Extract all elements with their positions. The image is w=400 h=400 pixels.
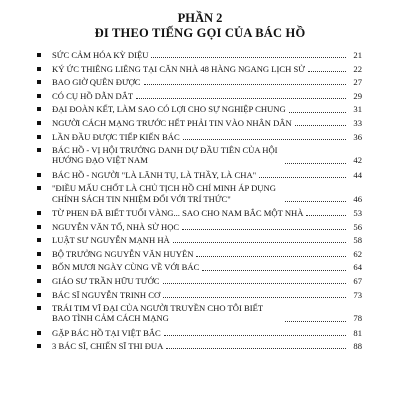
toc-page-number: 81 — [353, 327, 362, 338]
dot-leader — [306, 215, 346, 216]
toc-page-number: 21 — [353, 50, 362, 60]
dot-leader — [202, 270, 346, 271]
toc-entry-title: ĐẠI ĐOÀN KẾT, LÀM SAO CÓ LỢI CHO SỰ NGHIỆP CHUNG — [52, 104, 286, 115]
square-bullet-icon — [37, 331, 41, 335]
toc-page-number: 67 — [353, 275, 362, 286]
dot-leader — [308, 71, 346, 72]
toc-entry-title: BỐN MƯƠI NGÀY CÙNG VỀ VỚI BÁC — [52, 262, 200, 273]
toc-page-number: 27 — [353, 77, 362, 88]
toc-entry-title: GẶP BÁC HỒ TẠI VIỆT BẮC — [52, 327, 161, 338]
square-bullet-icon — [37, 306, 41, 310]
toc-entry-title: BÁC HỒ - VỊ HỘI TRƯỞNG DANH DỰ ĐẦU TIÊN CỦA HỘI HƯỚNG ĐẠO VIỆT NAM — [52, 145, 278, 166]
toc-entry-title: BAO GIỜ QUÊN ĐƯỢC — [52, 77, 141, 88]
toc-page-number: 78 — [353, 313, 362, 324]
dot-leader — [183, 139, 346, 140]
dot-leader — [182, 229, 346, 230]
dot-leader — [163, 297, 346, 298]
toc-entry[interactable] — [38, 249, 362, 259]
toc-page-number: 33 — [353, 117, 362, 128]
toc-entry[interactable] — [38, 235, 362, 245]
square-bullet-icon — [37, 121, 41, 125]
toc-entry-title: TRÁI TIM VĨ ĐẠI CỦA NGƯỜI TRUYỀN CHO TÔI BIẾT BAO TÌNH CẢM CÁCH MẠNG — [52, 303, 263, 324]
toc-entry-title: GIÁO SƯ TRẦN HỮU TƯỚC — [52, 275, 160, 286]
toc-entry-title: KÝ ỨC THIÊNG LIÊNG TẠI CĂN NHÀ 48 HÀNG NGANG LỊCH SỬ — [52, 63, 305, 74]
toc-page-number: 62 — [353, 248, 362, 259]
square-bullet-icon — [37, 148, 41, 152]
toc-entry-title: TỪ PHEN ĐÃ BIẾT TUỔI VÀNG... SAO CHO NAM BẮC MỘT NHÀ — [52, 207, 304, 218]
toc-entry[interactable] — [38, 276, 362, 286]
table-of-contents — [38, 50, 362, 351]
dot-leader — [259, 177, 346, 178]
toc-page-number: 73 — [353, 289, 362, 300]
square-bullet-icon — [37, 173, 41, 177]
part-heading: PHẦN 2 — [177, 11, 223, 25]
dot-leader — [289, 112, 346, 113]
toc-entry-title: LUẬT SƯ NGUYỄN MẠNH HÀ — [52, 235, 170, 246]
toc-entry-title: NGUYỄN VĂN TỐ, NHÀ SỬ HỌC — [52, 221, 180, 232]
toc-entry[interactable] — [38, 183, 362, 203]
toc-entry[interactable] — [38, 145, 362, 165]
toc-page-number: 29 — [353, 90, 362, 101]
dot-leader — [285, 201, 346, 202]
toc-entry-title: NGƯỜI CÁCH MẠNG TRƯỚC HẾT PHẢI TIN VÀO NHÂN DÂN — [52, 117, 292, 128]
toc-page-number: 64 — [353, 262, 362, 273]
dot-leader — [136, 98, 346, 99]
toc-entry[interactable] — [38, 262, 362, 272]
toc-entry[interactable] — [38, 341, 362, 351]
dot-leader — [166, 348, 346, 349]
toc-entry[interactable] — [38, 91, 362, 101]
toc-entry[interactable] — [38, 132, 362, 142]
square-bullet-icon — [37, 279, 41, 283]
toc-page-number: 42 — [353, 155, 362, 166]
toc-entry[interactable] — [38, 328, 362, 338]
toc-page-number: 56 — [353, 221, 362, 232]
square-bullet-icon — [37, 53, 41, 57]
toc-entry[interactable] — [38, 104, 362, 114]
toc-entry-title: LẦN ĐẦU ĐƯỢC TIẾP KIẾN BÁC — [52, 131, 180, 142]
toc-entry-title: BÁC SĨ NGUYỄN TRINH CƠ — [52, 289, 161, 300]
section-title: ĐI THEO TIẾNG GỌI CỦA BÁC HỒ — [94, 26, 306, 40]
toc-page-number: 22 — [353, 63, 362, 74]
toc-entry[interactable] — [38, 222, 362, 232]
toc-entry-title: SỨC CẢM HÓA KỲ DIỆU — [52, 50, 149, 60]
square-bullet-icon — [37, 344, 41, 348]
square-bullet-icon — [37, 238, 41, 242]
square-bullet-icon — [37, 80, 41, 84]
square-bullet-icon — [37, 186, 41, 190]
toc-entry-title: "ĐIỀU MẤU CHỐT LÀ CHỦ TỊCH HỒ CHÍ MINH ÁP DỤNG CHÍNH SÁCH TIN NHIỆM ĐỐI VỚI TRÍ THỨC" — [52, 183, 276, 204]
toc-entry[interactable] — [38, 118, 362, 128]
toc-entry-title: 3 BÁC SĨ, CHIẾN SĨ THI ĐUA — [52, 341, 164, 352]
toc-page-number: 88 — [353, 341, 362, 352]
toc-entry[interactable] — [38, 64, 362, 74]
square-bullet-icon — [37, 265, 41, 269]
square-bullet-icon — [37, 135, 41, 139]
square-bullet-icon — [37, 67, 41, 71]
square-bullet-icon — [37, 225, 41, 229]
toc-entry[interactable] — [38, 290, 362, 300]
square-bullet-icon — [37, 293, 41, 297]
dot-leader — [295, 125, 346, 126]
square-bullet-icon — [37, 211, 41, 215]
toc-entry[interactable] — [38, 170, 362, 180]
toc-entry[interactable] — [38, 208, 362, 218]
dot-leader — [144, 84, 346, 85]
dot-leader — [164, 335, 346, 336]
square-bullet-icon — [37, 94, 41, 98]
toc-page-number: 44 — [353, 169, 362, 180]
toc-page-number: 36 — [353, 131, 362, 142]
dot-leader — [163, 283, 346, 284]
toc-entry[interactable] — [38, 77, 362, 87]
dot-leader — [151, 57, 346, 58]
toc-entry-title: BÁC HỒ - NGƯỜI "LÀ LÃNH TỤ, LÀ THẦY, LÀ CHA" — [52, 169, 257, 180]
square-bullet-icon — [37, 107, 41, 111]
dot-leader — [196, 256, 346, 257]
dot-leader — [285, 163, 346, 164]
toc-page-number: 31 — [353, 104, 362, 115]
dot-leader — [285, 321, 346, 322]
toc-page-number: 58 — [353, 235, 362, 246]
toc-entry[interactable] — [38, 50, 362, 60]
dot-leader — [173, 242, 346, 243]
toc-page-number: 53 — [353, 207, 362, 218]
toc-page-number: 46 — [353, 193, 362, 204]
toc-entry[interactable] — [38, 303, 362, 323]
square-bullet-icon — [37, 252, 41, 256]
toc-entry-title: CÓ CỤ HỒ DẪN DẮT — [52, 90, 134, 101]
toc-entry-title: BỘ TRƯỞNG NGUYỄN VĂN HUYÊN — [52, 248, 194, 259]
